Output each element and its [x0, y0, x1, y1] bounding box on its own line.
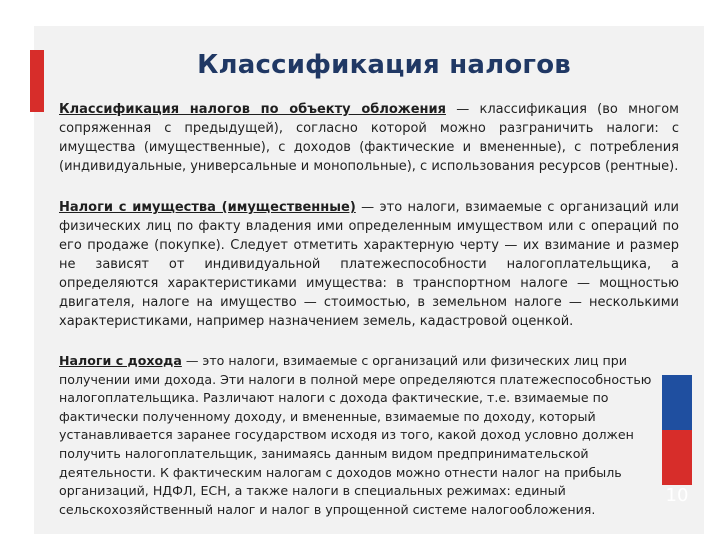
- flag-blue-segment: [662, 375, 692, 430]
- slide-title: Классификация налогов: [197, 50, 571, 80]
- flag-color-bar: [662, 375, 692, 485]
- paragraph-lead: Классификация налогов по объекту обложения: [59, 102, 446, 117]
- paragraph-lead: Налоги с имущества (имущественные): [59, 200, 356, 215]
- page-number: 10: [665, 485, 689, 506]
- paragraph-text: — это налоги, взимаемые с организаций или физических лиц по факту владения ими определенным имуществом или с операций по его продаже (покупке). Следует отметить характерную черту — их взимание и размер не зависят от индивидуальной платежеспособности налогоплательщика, а определяются характеристиками имущества: в транспортном налоге — мощностью двигателя, налоге на имущество — стоимостью, в земельном налоге — несколькими характеристиками, например назначением земель, кадастровой оценкой.: [59, 200, 679, 329]
- paragraph-property-taxes: [59, 198, 679, 331]
- paragraph-text: — это налоги, взимаемые с организаций или физических лиц при получении ими дохода. Эти налоги в полной мере определяются платежеспособностью налогоплательщика. Различают налоги с дохода фактические, т.е. взимаемые по фактически полученному доходу, и вмененные, взимаемые по доходу, который устанавливается заранее государством исходя из того, какой доход условно должен получить налогоплательщик, занимаясь данным видом предпринимательской деятельности. К фактическим налогам с доходов можно отнести налог на прибыль организаций, НДФЛ, ЕСН, а также налоги в специальных режимах: единый сельскохозяйственный налог и налог в упрощенной системе налогообложения.: [59, 353, 652, 517]
- paragraph-text: — классификация (во многом сопряженная с предыдущей), согласно которой можно разграничить налоги: с имущества (имущественные), с доходов (фактические и вмененные), с потребления (индивидуальные, универсальные и монопольные), с использования ресурсов (рентные).: [59, 102, 679, 174]
- paragraph-income-taxes: [59, 352, 664, 519]
- paragraph-lead: Налоги с дохода: [59, 353, 182, 368]
- paragraph-classification: [59, 100, 679, 176]
- flag-red-segment: [662, 430, 692, 485]
